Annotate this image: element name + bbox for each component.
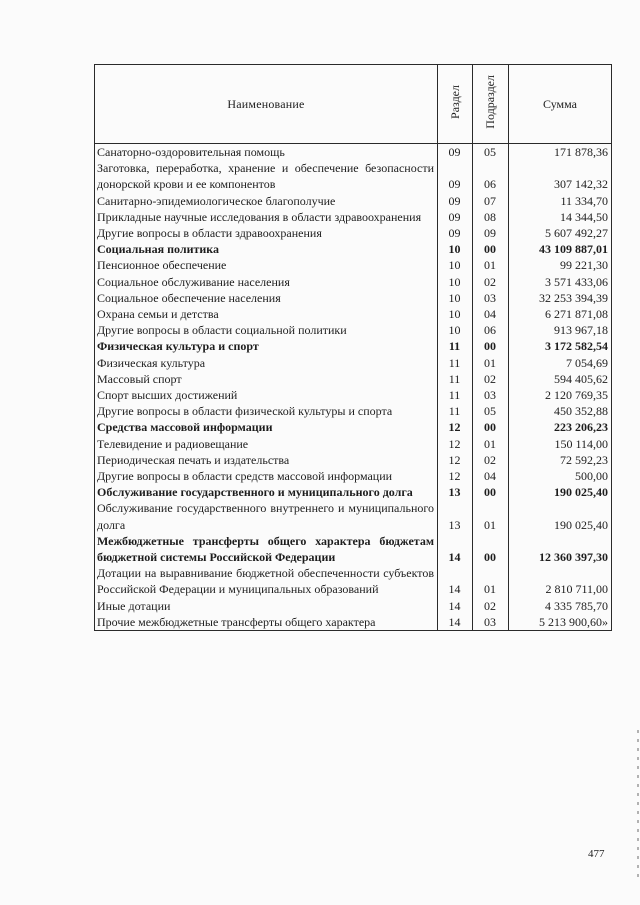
row-section: 10 <box>438 257 473 273</box>
table-row <box>95 371 612 387</box>
table-row <box>95 322 612 338</box>
table-row <box>95 452 612 468</box>
row-subsection: 02 <box>473 452 509 468</box>
row-name: Социальное обеспечение населения <box>95 290 438 306</box>
table-row <box>95 241 612 257</box>
table-row <box>95 614 612 631</box>
row-name: Санитарно-эпидемиологическое благополучие <box>95 193 438 209</box>
row-section: 11 <box>438 371 473 387</box>
row-sum: 5 607 492,27 <box>509 225 612 241</box>
row-section: 14 <box>438 533 473 565</box>
row-sum: 450 352,88 <box>509 403 612 419</box>
row-sum: 223 206,23 <box>509 419 612 435</box>
row-subsection: 00 <box>473 419 509 435</box>
row-section: 12 <box>438 468 473 484</box>
row-sum: 7 054,69 <box>509 355 612 371</box>
row-name: Другие вопросы в области здравоохранения <box>95 225 438 241</box>
row-subsection: 04 <box>473 306 509 322</box>
row-section: 11 <box>438 403 473 419</box>
row-name: Иные дотации <box>95 598 438 614</box>
row-section: 12 <box>438 419 473 435</box>
header-section-label: Раздел <box>447 84 462 119</box>
table-row <box>95 565 612 597</box>
row-subsection: 03 <box>473 387 509 403</box>
table-row <box>95 419 612 435</box>
row-section: 10 <box>438 322 473 338</box>
row-section: 12 <box>438 452 473 468</box>
row-sum: 307 142,32 <box>509 160 612 192</box>
row-subsection: 08 <box>473 209 509 225</box>
row-sum: 32 253 394,39 <box>509 290 612 306</box>
table-row <box>95 484 612 500</box>
row-subsection: 01 <box>473 257 509 273</box>
budget-table <box>94 64 612 631</box>
row-section: 14 <box>438 565 473 597</box>
row-name: Пенсионное обеспечение <box>95 257 438 273</box>
table-row <box>95 355 612 371</box>
table-row <box>95 193 612 209</box>
row-name: Физическая культура <box>95 355 438 371</box>
header-section <box>438 65 473 144</box>
header-subsection <box>473 65 509 144</box>
row-section: 13 <box>438 500 473 532</box>
row-subsection: 07 <box>473 193 509 209</box>
row-sum: 3 172 582,54 <box>509 338 612 354</box>
table-row <box>95 500 612 532</box>
table-row <box>95 338 612 354</box>
row-sum: 5 213 900,60» <box>509 614 612 631</box>
header-name: Наименование <box>95 65 438 144</box>
row-name: Социальная политика <box>95 241 438 257</box>
row-sum: 2 810 711,00 <box>509 565 612 597</box>
row-sum: 190 025,40 <box>509 484 612 500</box>
row-subsection: 03 <box>473 290 509 306</box>
row-section: 09 <box>438 160 473 192</box>
row-sum: 500,00 <box>509 468 612 484</box>
row-name: Прочие межбюджетные трансферты общего характера <box>95 614 438 631</box>
row-section: 09 <box>438 144 473 161</box>
row-subsection: 01 <box>473 500 509 532</box>
row-section: 11 <box>438 338 473 354</box>
table-row <box>95 387 612 403</box>
row-sum: 2 120 769,35 <box>509 387 612 403</box>
row-name: Физическая культура и спорт <box>95 338 438 354</box>
table-row <box>95 533 612 565</box>
table-row <box>95 257 612 273</box>
table-row <box>95 598 612 614</box>
row-subsection: 03 <box>473 614 509 631</box>
row-name: Средства массовой информации <box>95 419 438 435</box>
table-row <box>95 403 612 419</box>
row-section: 10 <box>438 290 473 306</box>
table-row <box>95 209 612 225</box>
row-name: Другие вопросы в области физической культуры и спорта <box>95 403 438 419</box>
row-sum: 913 967,18 <box>509 322 612 338</box>
row-section: 11 <box>438 387 473 403</box>
table-row <box>95 144 612 161</box>
row-sum: 6 271 871,08 <box>509 306 612 322</box>
row-section: 09 <box>438 225 473 241</box>
row-subsection: 02 <box>473 598 509 614</box>
row-name: Обслуживание государственного и муниципального долга <box>95 484 438 500</box>
row-section: 10 <box>438 274 473 290</box>
row-name: Социальное обслуживание населения <box>95 274 438 290</box>
table-row <box>95 436 612 452</box>
row-name: Другие вопросы в области средств массовой информации <box>95 468 438 484</box>
table-row <box>95 160 612 192</box>
row-sum: 43 109 887,01 <box>509 241 612 257</box>
row-subsection: 06 <box>473 160 509 192</box>
row-section: 13 <box>438 484 473 500</box>
row-subsection: 00 <box>473 533 509 565</box>
row-sum: 3 571 433,06 <box>509 274 612 290</box>
row-subsection: 04 <box>473 468 509 484</box>
row-subsection: 00 <box>473 484 509 500</box>
table-row <box>95 274 612 290</box>
row-sum: 14 344,50 <box>509 209 612 225</box>
row-section: 11 <box>438 355 473 371</box>
table-body <box>95 144 612 631</box>
row-name: Охрана семьи и детства <box>95 306 438 322</box>
row-subsection: 02 <box>473 371 509 387</box>
row-section: 12 <box>438 436 473 452</box>
row-name: Обслуживание государственного внутреннего и муниципального долга <box>95 500 438 532</box>
row-section: 14 <box>438 614 473 631</box>
row-subsection: 02 <box>473 274 509 290</box>
row-section: 09 <box>438 209 473 225</box>
row-subsection: 05 <box>473 144 509 161</box>
row-subsection: 00 <box>473 338 509 354</box>
scan-edge-mark <box>637 730 639 880</box>
row-section: 10 <box>438 306 473 322</box>
row-subsection: 00 <box>473 241 509 257</box>
row-subsection: 05 <box>473 403 509 419</box>
row-name: Периодическая печать и издательства <box>95 452 438 468</box>
row-name: Дотации на выравнивание бюджетной обеспеченности субъектов Российской Федерации и муниципальных образований <box>95 565 438 597</box>
row-subsection: 09 <box>473 225 509 241</box>
row-sum: 171 878,36 <box>509 144 612 161</box>
row-name: Межбюджетные трансферты общего характера бюджетам бюджетной системы Российской Федерации <box>95 533 438 565</box>
row-sum: 4 335 785,70 <box>509 598 612 614</box>
table-row <box>95 468 612 484</box>
table-row <box>95 290 612 306</box>
row-name: Массовый спорт <box>95 371 438 387</box>
row-section: 09 <box>438 193 473 209</box>
row-name: Спорт высших достижений <box>95 387 438 403</box>
row-sum: 150 114,00 <box>509 436 612 452</box>
row-name: Прикладные научные исследования в области здравоохранения <box>95 209 438 225</box>
table-row <box>95 306 612 322</box>
row-name: Телевидение и радиовещание <box>95 436 438 452</box>
row-sum: 11 334,70 <box>509 193 612 209</box>
row-subsection: 06 <box>473 322 509 338</box>
row-name: Другие вопросы в области социальной политики <box>95 322 438 338</box>
table-row <box>95 225 612 241</box>
row-sum: 190 025,40 <box>509 500 612 532</box>
row-sum: 594 405,62 <box>509 371 612 387</box>
row-section: 10 <box>438 241 473 257</box>
row-subsection: 01 <box>473 565 509 597</box>
page-number: 477 <box>588 848 605 860</box>
row-name: Заготовка, переработка, хранение и обеспечение безопасности донорской крови и ее компонентов <box>95 160 438 192</box>
row-sum: 12 360 397,30 <box>509 533 612 565</box>
row-subsection: 01 <box>473 436 509 452</box>
header-subsection-label: Подраздел <box>483 75 498 129</box>
row-section: 14 <box>438 598 473 614</box>
row-sum: 99 221,30 <box>509 257 612 273</box>
row-sum: 72 592,23 <box>509 452 612 468</box>
table-header-row <box>95 65 612 144</box>
row-subsection: 01 <box>473 355 509 371</box>
header-sum: Сумма <box>509 65 612 144</box>
row-name: Санаторно-оздоровительная помощь <box>95 144 438 161</box>
